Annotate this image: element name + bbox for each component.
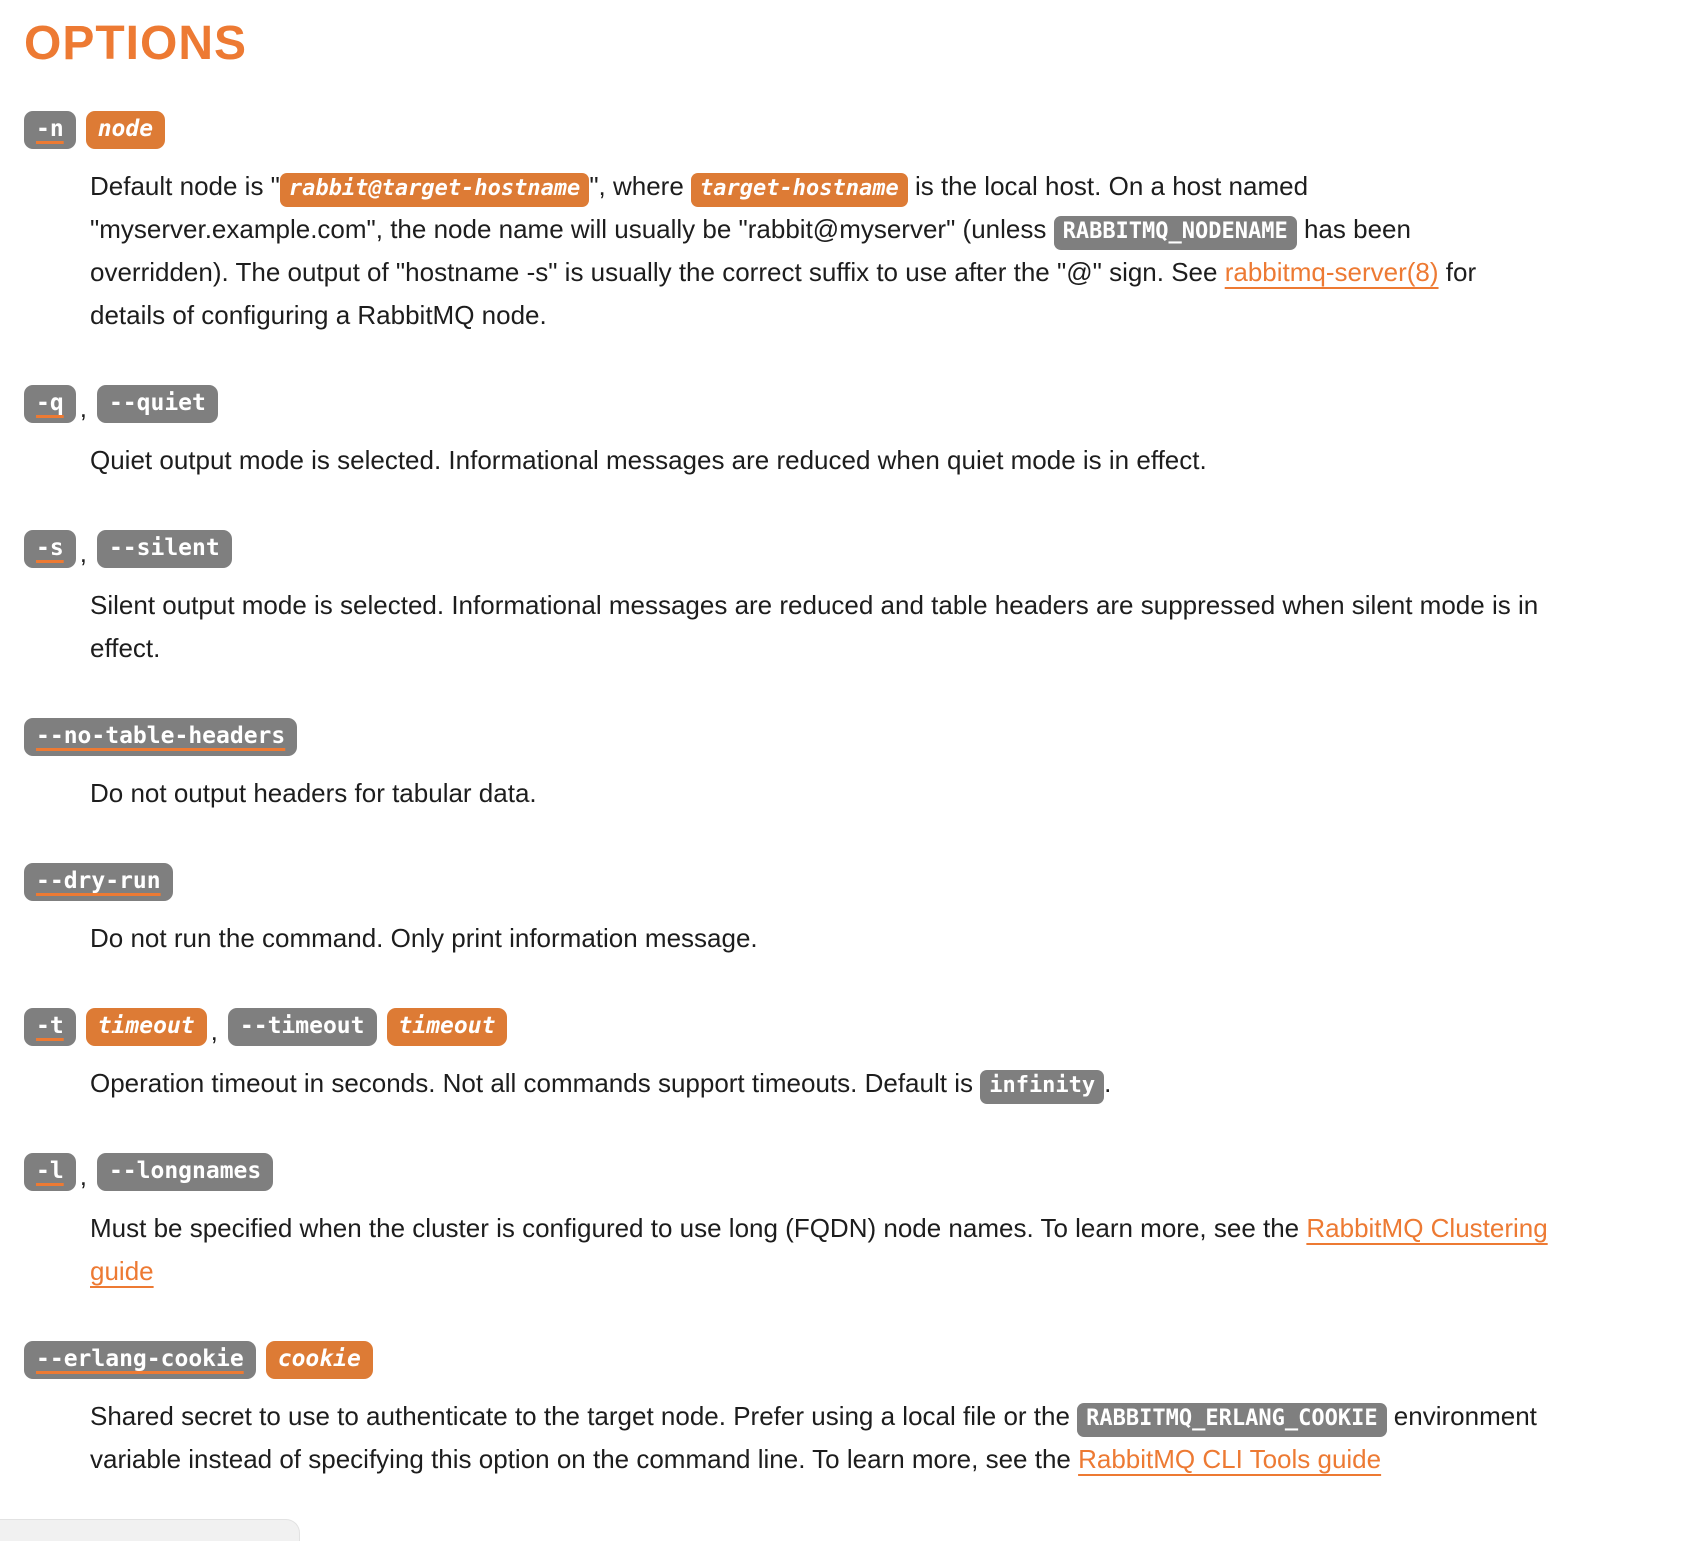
option-description (90, 772, 1556, 815)
inline-code-badge: RABBITMQ_NODENAME (1054, 216, 1297, 250)
option-param-badge (266, 1341, 373, 1379)
description-text: Do not output headers for tabular data. (90, 777, 537, 808)
description-text: ", where (589, 170, 692, 201)
option-flag-badge[interactable] (24, 111, 76, 149)
option-flag-badge (97, 385, 218, 423)
option-terms (24, 530, 1664, 568)
badge-label: -n (36, 115, 64, 142)
option-description (90, 439, 1556, 482)
option-section (24, 1008, 1664, 1105)
description-text: for details of configuring a RabbitMQ node. (90, 256, 1477, 330)
badge-label: -t (36, 1012, 64, 1039)
option-terms (24, 863, 1664, 901)
badge-label: node (97, 115, 154, 142)
description-text: environment variable instead of specifying this option on the command line. To learn more, see the (90, 1400, 1537, 1474)
doc-link[interactable]: rabbitmq-server(8) (1224, 256, 1439, 287)
option-section (24, 111, 1664, 337)
badge-label: --dry-run (36, 867, 161, 894)
description-text: Default node is " (90, 170, 280, 201)
option-terms (24, 385, 1664, 423)
option-section (24, 1341, 1664, 1481)
page-title: OPTIONS (24, 17, 248, 70)
option-description (90, 1062, 1556, 1105)
description-text: Shared secret to use to authenticate to the target node. Prefer using a local file or the (90, 1400, 1078, 1431)
description-text: Must be specified when the cluster is configured to use long (FQDN) node names. To learn more, see the (90, 1212, 1307, 1243)
options-page (24, 18, 1664, 1481)
option-terms (24, 718, 1664, 756)
badge-label: --no-table-headers (36, 722, 286, 749)
option-flag-badge (97, 1153, 273, 1191)
badge-label: --silent (108, 534, 220, 561)
option-flag-badge[interactable] (24, 1153, 76, 1191)
badge-label: --quiet (108, 389, 206, 416)
description-text: Do not run the command. Only print information message. (90, 922, 758, 953)
inline-param-badge: target-hostname (691, 173, 908, 207)
description-text: is the local host. On a host named "myserver.example.com", the node name will usually be "rabbit@myserver" (unless (90, 170, 1309, 244)
option-flag-badge[interactable] (24, 1008, 76, 1046)
separator-comma: , (79, 392, 87, 423)
description-text: Silent output mode is selected. Informational messages are reduced and table headers are suppressed when silent mode is in effect. (90, 589, 1539, 663)
option-flag-badge (228, 1008, 377, 1046)
browser-status-bubble (0, 1519, 300, 1541)
badge-label: timeout (398, 1012, 496, 1039)
option-param-badge (86, 1008, 207, 1046)
badge-label: -s (36, 534, 64, 561)
option-flag-badge (97, 530, 232, 568)
option-section (24, 863, 1664, 960)
inline-param-badge: rabbit@target-hostname (280, 173, 589, 207)
option-section (24, 385, 1664, 482)
inline-code-badge: infinity (980, 1070, 1104, 1104)
option-section (24, 1153, 1664, 1293)
option-description (90, 917, 1556, 960)
option-flag-badge[interactable] (24, 385, 76, 423)
badge-label: --timeout (239, 1012, 365, 1039)
option-param-badge (387, 1008, 508, 1046)
description-text: has been overridden). The output of "hostname -s" is usually the correct suffix to use after the "@" sign. See (90, 213, 1411, 287)
option-section (24, 718, 1664, 815)
badge-label: -q (36, 389, 64, 416)
badge-label: cookie (277, 1345, 361, 1372)
description-text: Operation timeout in seconds. Not all commands support timeouts. Default is (90, 1067, 981, 1098)
option-description (90, 1207, 1556, 1293)
badge-label: --erlang-cookie (36, 1345, 244, 1372)
badge-label: -l (36, 1157, 64, 1184)
inline-code-badge: RABBITMQ_ERLANG_COOKIE (1077, 1403, 1386, 1437)
separator-comma: , (79, 537, 87, 568)
option-description (90, 165, 1556, 337)
option-flag-badge[interactable] (24, 863, 173, 901)
option-description (90, 1395, 1556, 1481)
option-flag-badge[interactable] (24, 530, 76, 568)
option-terms (24, 1153, 1664, 1191)
description-text: . (1104, 1067, 1112, 1098)
option-description (90, 584, 1556, 670)
separator-comma: , (79, 1160, 87, 1191)
option-flag-badge[interactable] (24, 718, 297, 756)
doc-link[interactable]: RabbitMQ CLI Tools guide (1078, 1443, 1382, 1474)
description-text: Quiet output mode is selected. Informational messages are reduced when quiet mode is in effect. (90, 444, 1207, 475)
option-flag-badge[interactable] (24, 1341, 256, 1379)
badge-label: --longnames (108, 1157, 262, 1184)
doc-link[interactable]: RabbitMQ Clustering guide (90, 1212, 1548, 1286)
option-terms (24, 1008, 1664, 1046)
option-terms (24, 111, 1664, 149)
options-list (24, 111, 1664, 1481)
option-terms (24, 1341, 1664, 1379)
badge-label: timeout (97, 1012, 195, 1039)
separator-comma: , (210, 1015, 218, 1046)
option-param-badge (86, 111, 165, 149)
option-section (24, 530, 1664, 670)
